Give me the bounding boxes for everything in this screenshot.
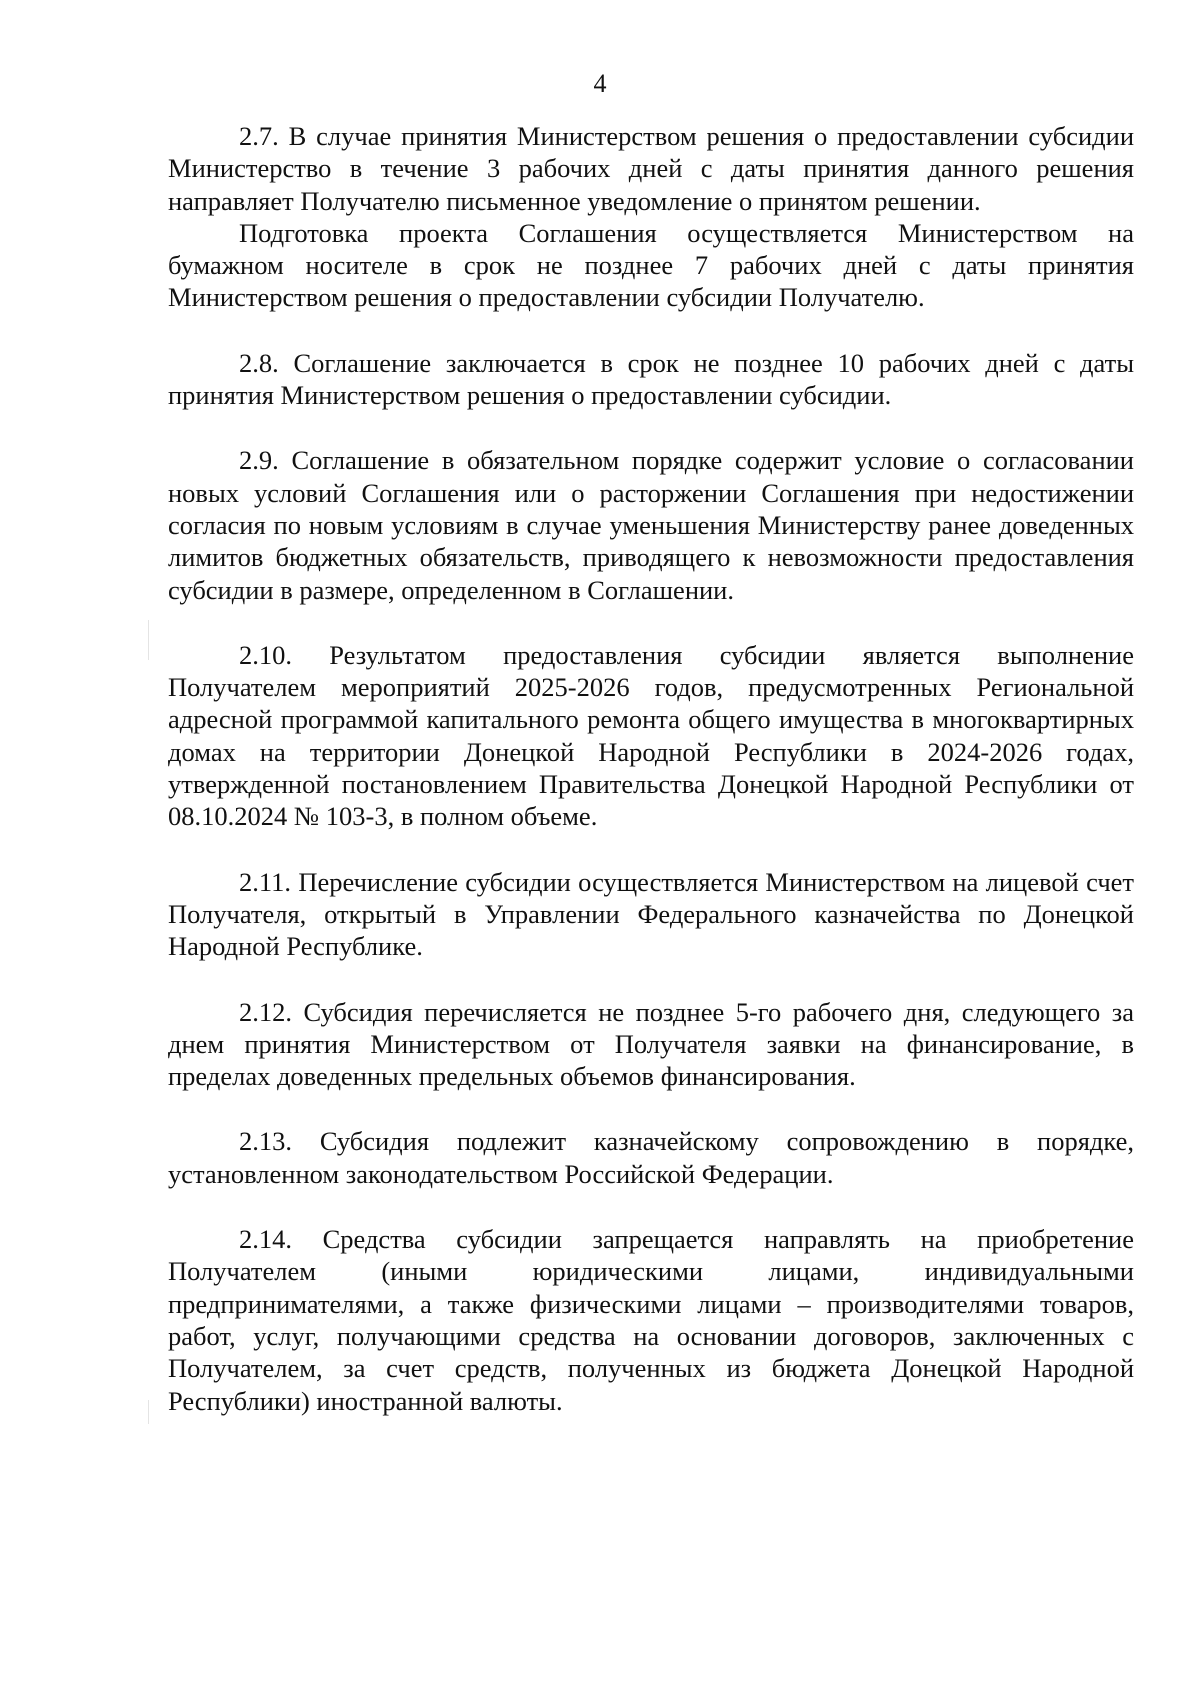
paragraph-2-14: 2.14. Средства субсидии запрещается направлять на приобретение Получателем (иными юридическими лицами, индивидуальными предпринимателями, а также физическими лицами – производителями товаров, работ, услуг, получающими средства на основании договоров, заключенных с Получателем, за счет средств, полученных из бюджета Донецкой Народной Республики) иностранной валюты. bbox=[168, 1224, 1134, 1416]
document-body bbox=[168, 120, 1134, 1417]
paragraph-2-10: 2.10. Результатом предоставления субсидии является выполнение Получателем мероприятий 2025-2026 годов, предусмотренных Региональной адресной программой капитального ремонта общего имущества в многоквартирных домах на территории Донецкой Народной Республики в 2024-2026 годах, утвержденной постановлением Правительства Донецкой Народной Республики от 08.10.2024 № 103-3, в полном объеме. bbox=[168, 639, 1134, 832]
paragraph-2-11: 2.11. Перечисление субсидии осуществляется Министерством на лицевой счет Получателя, открытый в Управлении Федерального казначейства по Донецкой Народной Республике. bbox=[168, 866, 1134, 962]
paragraph-2-8: 2.8. Соглашение заключается в срок не позднее 10 рабочих дней с даты принятия Министерством решения о предоставлении субсидии. bbox=[168, 347, 1134, 411]
paragraph-2-13: 2.13. Субсидия подлежит казначейскому сопровождению в порядке, установленном законодательством Российской Федерации. bbox=[168, 1126, 1134, 1189]
scan-artifact bbox=[148, 1400, 149, 1424]
paragraph-2-7-continued: Подготовка проекта Соглашения осуществляется Министерством на бумажном носителе в срок не позднее 7 рабочих дней с даты принятия Министерством решения о предоставлении субсидии Получателю. bbox=[168, 217, 1134, 313]
paragraph-2-7: 2.7. В случае принятия Министерством решения о предоставлении субсидии Министерство в течение 3 рабочих дней с даты принятия данного решения направляет Получателю письменное уведомление о принятом решении. bbox=[168, 121, 1134, 216]
paragraph-2-12: 2.12. Субсидия перечисляется не позднее 5-го рабочего дня, следующего за днем принятия Министерством от Получателя заявки на финансирование, в пределах доведенных предельных объемов финансирования. bbox=[168, 996, 1134, 1092]
paragraph-2-9: 2.9. Соглашение в обязательном порядке содержит условие о согласовании новых условий Соглашения или о расторжении Соглашения при недостижении согласия по новым условиям в случае уменьшения Министерству ранее доведенных лимитов бюджетных обязательств, приводящего к невозможности предоставления субсидии в размере, определенном в Соглашении. bbox=[168, 445, 1134, 605]
page-number: 4 bbox=[593, 69, 607, 98]
scan-artifact bbox=[148, 620, 149, 660]
